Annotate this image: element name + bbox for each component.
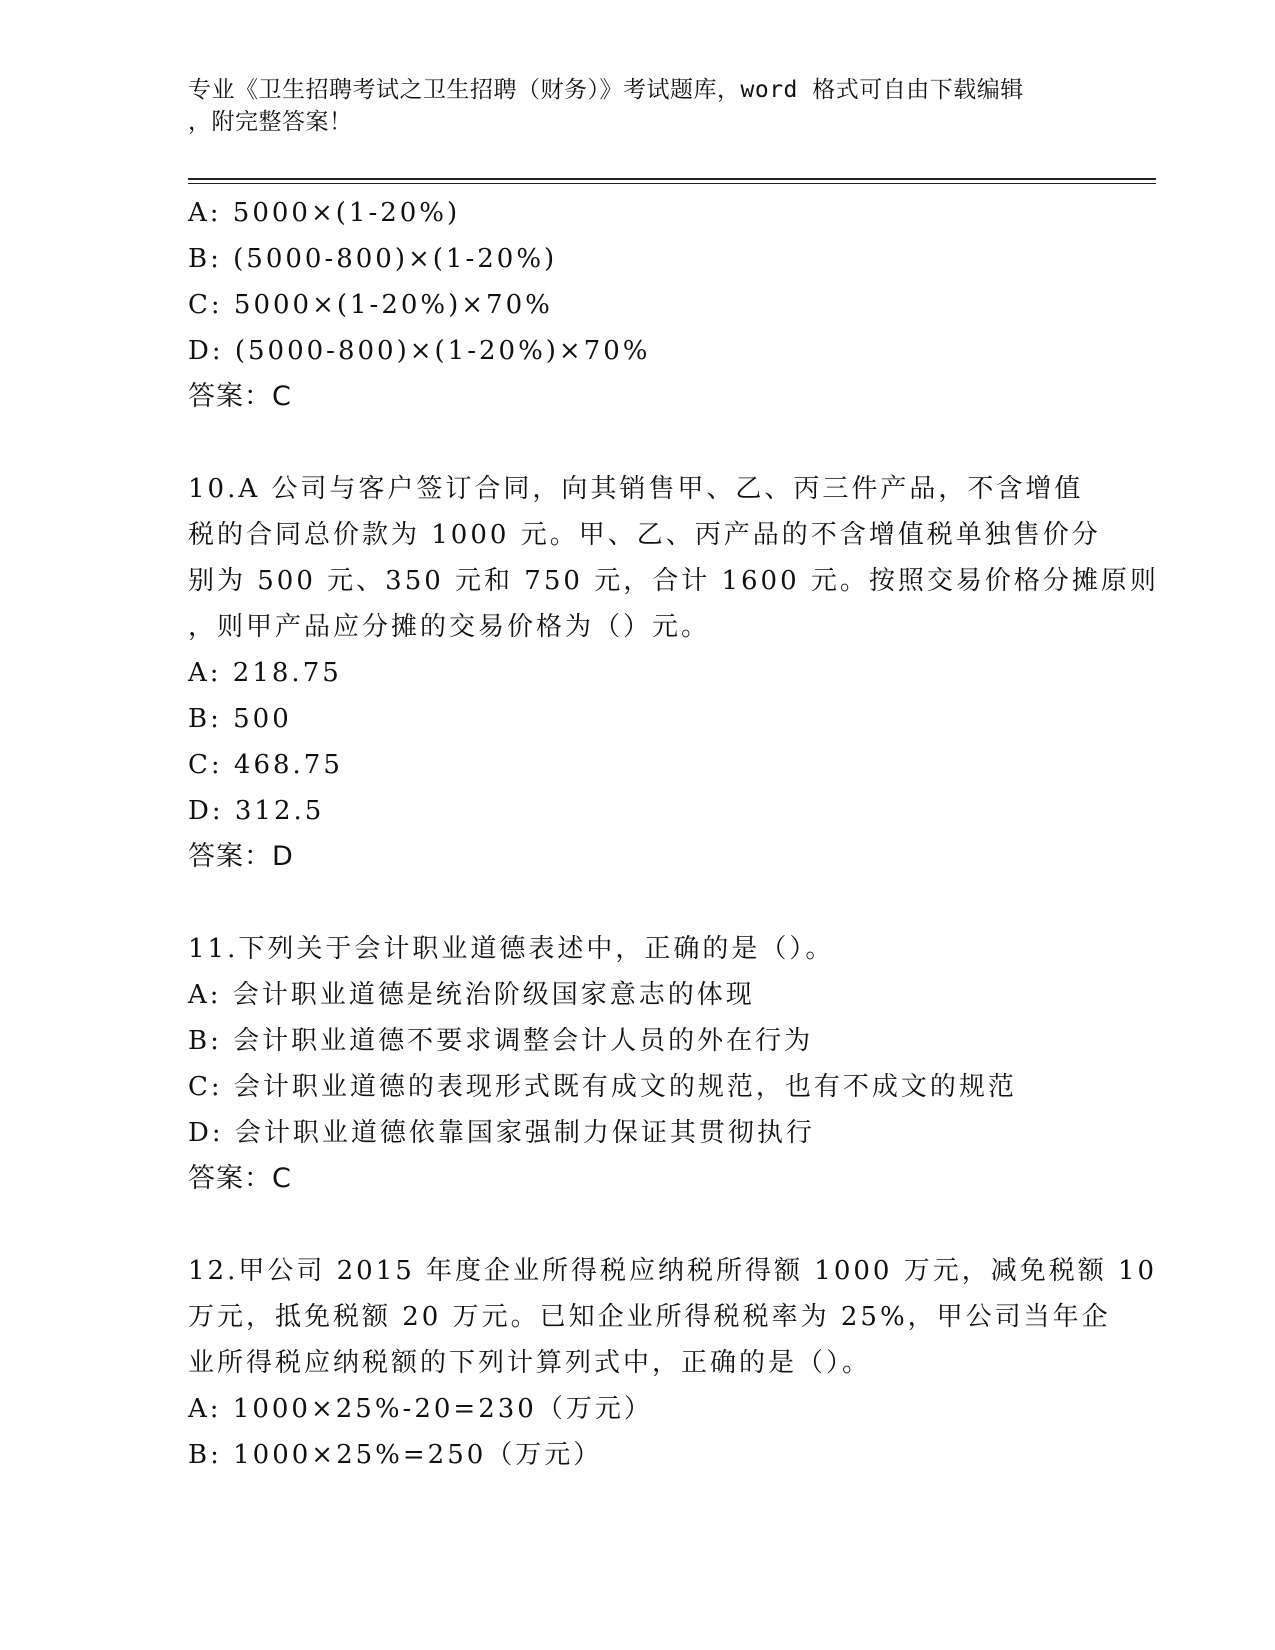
question-11	[188, 926, 1088, 1202]
question-list	[188, 190, 1159, 1478]
option-c: C: 468.75	[188, 750, 343, 780]
question-stem-line: 税的合同总价款为 1000 元。甲、乙、丙产品的不含增值税单独售价分	[188, 520, 1101, 550]
option-a: A: 218.75	[188, 658, 342, 688]
header-title-line-2: ，附完整答案！	[188, 109, 353, 135]
question-10	[188, 466, 1159, 880]
option-d: D: (5000-800)×(1-20%)×70%	[188, 336, 651, 366]
header-divider-thin	[188, 183, 1156, 184]
question-stem-line: 12.甲公司 2015 年度企业所得税应纳税所得额 1000 万元，减免税额 10	[188, 1256, 1158, 1286]
answer-line: 答案：C	[188, 1163, 292, 1194]
spacer	[188, 1202, 1088, 1248]
option-a: A: 5000×(1-20%)	[188, 198, 461, 228]
question-stem-line: 业所得税应纳税额的下列计算列式中，正确的是（）。	[188, 1348, 872, 1378]
option-b: B: 500	[188, 704, 292, 734]
option-d: D: 会计职业道德依靠国家强制力保证其贯彻执行	[188, 1118, 815, 1148]
question-stem-line: 别为 500 元、350 元和 750 元，合计 1600 元。按照交易价格分摊原则	[188, 566, 1159, 596]
option-b: B: (5000-800)×(1-20%)	[188, 244, 558, 274]
option-a: A: 会计职业道德是统治阶级国家意志的体现	[188, 980, 755, 1010]
answer-line: 答案：D	[188, 841, 294, 872]
option-c: C: 会计职业道德的表现形式既有成文的规范，也有不成文的规范	[188, 1072, 1017, 1102]
question-stem-line: 11.下列关于会计职业道德表述中，正确的是（）。	[188, 934, 835, 964]
question-stem-line: 10.A 公司与客户签订合同，向其销售甲、乙、丙三件产品，不含增值	[188, 474, 1084, 504]
document-header	[188, 74, 1088, 138]
spacer	[188, 420, 1088, 466]
option-a: A: 1000×25%-20=230（万元）	[188, 1394, 653, 1424]
option-c: C: 5000×(1-20%)×70%	[188, 290, 553, 320]
option-d: D: 312.5	[188, 796, 325, 826]
question-12	[188, 1248, 1158, 1478]
answer-line: 答案：C	[188, 381, 292, 412]
header-title-line-1: 专业《卫生招聘考试之卫生招聘（财务）》考试题库，word 格式可自由下载编辑	[188, 77, 1024, 103]
spacer	[188, 880, 1088, 926]
option-b: B: 1000×25%=250（万元）	[188, 1440, 603, 1470]
header-divider-thick	[188, 178, 1156, 180]
question-stem-line: ，则甲产品应分摊的交易价格为（）元。	[188, 612, 711, 642]
question-stem-line: 万元，抵免税额 20 万元。已知企业所得税税率为 25%，甲公司当年企	[188, 1302, 1111, 1332]
question-9	[188, 190, 1088, 420]
option-b: B: 会计职业道德不要求调整会计人员的外在行为	[188, 1026, 814, 1056]
